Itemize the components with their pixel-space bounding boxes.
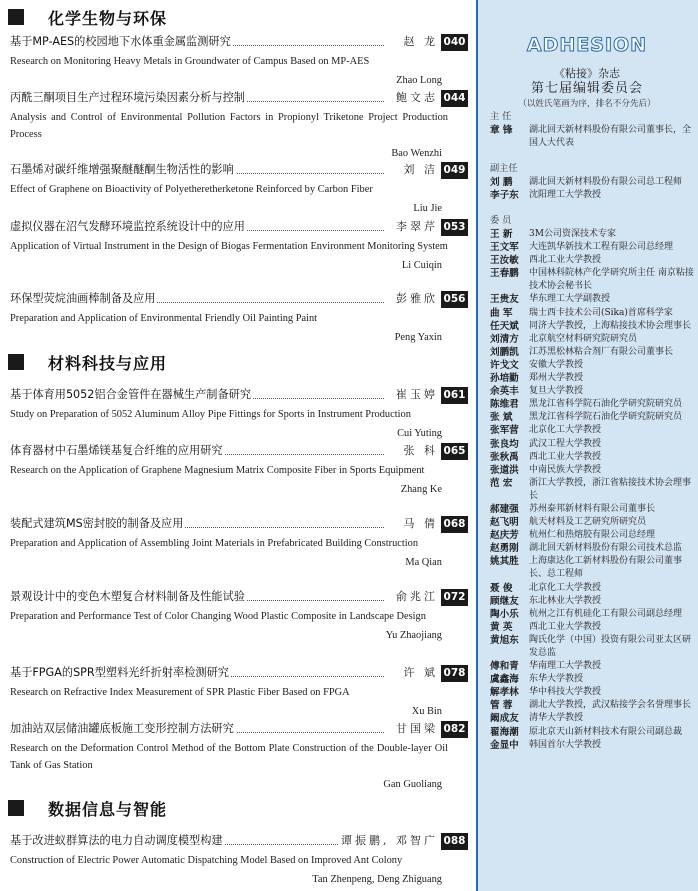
board-member: [490, 176, 694, 189]
member-name: 章 锋: [490, 125, 513, 136]
article-en-title: Preparation and Performance Test of Color Changing Wood Plastic Composite in Landscape Design: [10, 611, 426, 622]
member-name: 孙培勤: [490, 373, 519, 385]
board-member: [490, 293, 694, 306]
board-member: [490, 503, 694, 516]
article-cn-authors: 鲍文志: [393, 90, 438, 106]
article-cn-authors: 马 倩: [401, 516, 439, 532]
editorial-board-panel: [476, 0, 698, 891]
page-number-badge: 088: [441, 833, 468, 850]
member-name: 王春鹏: [490, 268, 519, 280]
member-name: 聂 俊: [490, 582, 513, 594]
member-affiliation: 清华大学教授: [529, 713, 584, 724]
article-cn-authors: 张 科: [401, 443, 439, 459]
member-affiliation: 陶氏化学（中国）投资有限公司亚太区研发总监: [529, 634, 692, 658]
board-member: [490, 739, 694, 752]
member-name: 管 蓉: [490, 700, 513, 712]
article-cn-title: 环保型荧烷油画棒制备及应用: [10, 292, 156, 305]
article-entry[interactable]: [10, 90, 468, 162]
article-entry[interactable]: [10, 291, 468, 346]
member-name: 刘 鹏: [490, 177, 513, 188]
member-affiliation: 黑龙江省科学院石油化学研究院研究员: [529, 412, 683, 423]
member-name: 王贵友: [490, 294, 519, 306]
member-affiliation: 江苏黑松林粘合剂厂有限公司董事长: [529, 346, 674, 357]
article-en-title: Preparation and Application of Environmental Friendly Oil Painting Paint: [10, 313, 318, 324]
journal-logo: ADHESION: [526, 34, 648, 56]
page-number-badge: 065: [441, 443, 468, 460]
member-affiliation: 同济大学教授，上海粘接技术协会理事长: [529, 320, 692, 331]
article-en-authors: Cui Yuting: [397, 428, 442, 439]
article-en-title: Research on the Deformation Control Method of the Bottom Plate Construction of the Double-layer Oil Tank of Gas Station: [10, 743, 448, 771]
section-marker: [8, 354, 24, 370]
member-affiliation: 安徽大学教授: [529, 359, 584, 370]
board-member: [490, 464, 694, 477]
board-member: [490, 189, 694, 202]
member-affiliation: 北京航空材料研究院研究员: [529, 333, 638, 344]
board-role-heading: 主 任: [490, 111, 512, 122]
board-member: [490, 529, 694, 542]
page-number-badge: 061: [441, 387, 468, 404]
article-en-title: Application of Virtual Instrument in the Design of Biogas Fermentation Environment Monitoring System: [10, 241, 448, 252]
article-entry[interactable]: [10, 162, 468, 217]
board-member: [490, 398, 694, 411]
article-cn-row: [10, 34, 468, 50]
article-entry[interactable]: [10, 589, 468, 644]
board-member: [490, 542, 694, 555]
member-affiliation: 中国林科院林产化学研究所主任 南京粘接技术协会秘书长: [529, 268, 694, 292]
article-cn-row: [10, 516, 468, 532]
board-member: [490, 411, 694, 424]
member-name: 范 宏: [490, 477, 513, 489]
article-entry[interactable]: [10, 443, 468, 498]
article-cn-row: [10, 162, 468, 178]
board-member: [490, 124, 694, 150]
article-en-title: Analysis and Control of Environmental Pollution Factors in Propionyl Triketone Project Production Process: [10, 112, 448, 140]
page-number-badge: 072: [441, 589, 468, 606]
member-affiliation: 苏州泰邦新材料有限公司董事长: [529, 503, 656, 514]
board-member: [490, 451, 694, 464]
member-name: 许戈文: [490, 359, 519, 371]
article-cn-title: 基于改进蚁群算法的电力自动调度模型构建: [10, 834, 223, 847]
article-cn-row: [10, 665, 468, 681]
member-name: 王汝敏: [490, 255, 519, 267]
board-group: [490, 162, 694, 202]
ordering-note: （以姓氏笔画为序，排名不分先后）: [518, 99, 656, 109]
board-member: [490, 477, 694, 503]
member-name: 赵庆芳: [490, 530, 519, 542]
article-cn-title: 基于体育用5052铝合金管件在器械生产制备研究: [10, 388, 252, 401]
article-entry[interactable]: [10, 387, 468, 442]
article-cn-title: 丙酰三酮项目生产过程环境污染因素分析与控制: [10, 91, 245, 104]
section-heading: [8, 351, 468, 373]
board-member: [490, 320, 694, 333]
member-affiliation: 杭州之江有机硅化工有限公司副总经理: [529, 608, 683, 619]
board-member: [490, 634, 694, 660]
article-cn-row: [10, 443, 468, 459]
committee-title: 第七届编辑委员会: [530, 81, 643, 96]
board-role-heading: 委 员: [490, 215, 512, 226]
member-name: 陶小乐: [490, 608, 519, 620]
article-en-title: Construction of Electric Power Automatic Dispatching Model Based on Improved Ant Colony: [10, 855, 403, 866]
article-cn-authors: 谭振鹏, 邓智广: [338, 833, 438, 849]
member-affiliation: 北京化工大学教授: [529, 425, 602, 436]
section-title: 数据信息与智能: [48, 800, 168, 819]
article-entry[interactable]: [10, 665, 468, 720]
board-member: [490, 385, 694, 398]
member-affiliation: 华南理工大学教授: [529, 661, 602, 672]
article-en-authors: Yu Zhaojiang: [385, 630, 442, 641]
member-affiliation: 东北林业大学教授: [529, 595, 602, 606]
article-cn-title: 体育器材中石墨烯镁基复合纤维的应用研究: [10, 444, 223, 457]
article-en-title: Effect of Graphene on Bioactivity of Polyetheretherketone Reinforced by Carbon Fiber: [10, 184, 373, 195]
member-affiliation: 复旦大学教授: [529, 386, 584, 397]
member-affiliation: 航天材料及工艺研究所研究员: [529, 517, 647, 528]
board-member: [490, 699, 694, 712]
article-en-authors: Peng Yaxin: [394, 332, 442, 343]
member-affiliation: 华东理工大学副教授: [529, 294, 611, 305]
member-affiliation: 武汉工程大学教授: [529, 438, 602, 449]
page-number-badge: 044: [441, 90, 468, 107]
member-name: 张秋禹: [490, 451, 519, 463]
member-affiliation: 3M公司资深技术专家: [529, 229, 616, 239]
board-member: [490, 660, 694, 673]
member-affiliation: 原北京天山新材料技术有限公司副总裁: [529, 726, 683, 737]
article-cn-authors: 许 斌: [401, 665, 439, 681]
board-member: [490, 686, 694, 699]
board-member: [490, 555, 694, 581]
article-en-title: Study on Preparation of 5052 Aluminum Alloy Pipe Fittings for Sports in Instrument Production: [10, 409, 411, 420]
article-en-title: Research on Monitoring Heavy Metals in Groundwater of Campus Based on MP-AES: [10, 56, 370, 67]
member-affiliation: 湖北回天新材料股份有限公司技术总监: [529, 543, 683, 554]
page-number-badge: 040: [441, 34, 468, 51]
member-affiliation: 北京化工大学教授: [529, 582, 602, 593]
member-name: 刘鹏凯: [490, 346, 519, 358]
board-member: [490, 333, 694, 346]
board-member: [490, 608, 694, 621]
section-heading: [8, 6, 468, 28]
article-en-title: Preparation and Application of Assembling Joint Materials in Prefabricated Building Construction: [10, 538, 419, 549]
article-entry[interactable]: [10, 219, 468, 274]
member-name: 陈维君: [490, 399, 519, 411]
article-cn-authors: 俞兆江: [393, 589, 438, 605]
member-name: 金显中: [490, 739, 519, 751]
article-cn-title: 加油站双层储油罐底板施工变形控制方法研究: [10, 722, 234, 735]
article-cn-title: 景观设计中的变色木塑复合材料制备及性能试验: [10, 590, 245, 603]
member-affiliation: 西北工业大学教授: [529, 451, 602, 462]
board-member: [490, 712, 694, 725]
panel-divider: [476, 0, 478, 891]
board-member: [490, 307, 694, 320]
member-name: 张道洪: [490, 464, 519, 476]
section-marker: [8, 9, 24, 25]
member-name: 郝建强: [490, 503, 519, 515]
member-name: 赵飞明: [490, 517, 519, 529]
article-cn-authors: 甘国梁: [393, 721, 438, 737]
article-cn-row: [10, 90, 468, 106]
article-en-title: Research on Refractive Index Measurement of SPR Plastic Fiber Based on FPGA: [10, 687, 350, 698]
member-affiliation: 湖北大学教授，武汉粘接学会名誉理事长: [529, 700, 692, 711]
member-affiliation: 黑龙江省科学院石油化学研究院研究员: [529, 399, 683, 410]
article-en-authors: Xu Bin: [411, 706, 442, 717]
member-name: 刘清方: [490, 333, 519, 345]
member-name: 李子东: [490, 190, 519, 202]
article-cn-row: [10, 833, 468, 849]
article-cn-title: 基于FPGA的SPR型塑料光纤折射率检测研究: [10, 666, 229, 679]
board-member: [490, 595, 694, 608]
member-affiliation: 大连凯华新技术工程有限公司总经理: [529, 242, 674, 253]
board-member: [490, 438, 694, 451]
member-affiliation: 瑞士西卡技术公司(Sika)首席科学家: [529, 307, 673, 318]
article-cn-authors: 李翠芹: [393, 219, 438, 235]
article-cn-row: [10, 387, 468, 403]
board-member: [490, 673, 694, 686]
section-title: 材料科技与应用: [48, 354, 168, 373]
section-heading: [8, 797, 468, 819]
journal-name: 《粘接》杂志: [554, 67, 620, 80]
member-affiliation: 湖北回天新材料股份有限公司总工程师: [529, 177, 683, 187]
article-en-authors: Li Cuiqin: [401, 260, 442, 271]
member-affiliation: 中南民族大学教授: [529, 464, 602, 475]
article-cn-title: 基于MP-AES的校园地下水体重金属监测研究: [10, 35, 231, 48]
article-cn-authors: 崔玉婷: [393, 387, 438, 403]
board-group: [490, 110, 694, 150]
article-entry[interactable]: [10, 516, 468, 571]
member-name: 顾继友: [490, 595, 519, 607]
member-affiliation: 浙江大学教授，浙江省粘接技术协会理事长: [529, 477, 692, 501]
member-name: 张良均: [490, 438, 519, 450]
member-affiliation: 东华大学教授: [529, 674, 584, 685]
article-entry[interactable]: [10, 721, 468, 793]
article-cn-row: [10, 721, 468, 737]
article-en-authors: Ma Qian: [405, 557, 442, 568]
board-member: [490, 254, 694, 267]
member-name: 黄旭东: [490, 634, 519, 646]
page-number-badge: 068: [441, 516, 468, 533]
member-name: 王文军: [490, 242, 519, 254]
member-name: 赵勇刚: [490, 543, 519, 555]
member-name: 阚成友: [490, 713, 519, 725]
article-cn-row: [10, 291, 468, 307]
page-number-badge: 082: [441, 721, 468, 738]
board-member: [490, 516, 694, 529]
board-role-heading: 副主任: [490, 163, 518, 174]
board-member: [490, 621, 694, 634]
member-name: 张军营: [490, 425, 519, 437]
article-cn-title: 虚拟仪器在沼气发酵环境监控系统设计中的应用: [10, 220, 245, 233]
member-name: 张 斌: [490, 412, 513, 424]
article-en-authors: Zhang Ke: [400, 484, 442, 495]
page-number-badge: 053: [441, 219, 468, 236]
page-number-badge: 056: [441, 291, 468, 308]
article-en-authors: Zhao Long: [396, 75, 442, 86]
article-en-authors: Liu Jie: [413, 203, 442, 214]
article-en-authors: Tan Zhenpeng, Deng Zhiguang: [312, 874, 442, 885]
board-member: [490, 372, 694, 385]
article-en-title: Research on the Application of Graphene Magnesium Matrix Composite Fiber in Sports Equipment: [10, 465, 425, 476]
section-marker: [8, 800, 24, 816]
member-name: 黄 英: [490, 621, 513, 633]
board-group: [490, 214, 694, 752]
member-name: 解孝林: [490, 687, 519, 699]
section-title: 化学生物与环保: [48, 9, 168, 28]
article-cn-row: [10, 589, 468, 605]
member-name: 姚其胜: [490, 556, 519, 568]
member-name: 余英丰: [490, 386, 519, 398]
member-name: 任天斌: [490, 320, 519, 332]
member-affiliation: 华中科技大学教授: [529, 687, 602, 698]
article-entry[interactable]: [10, 833, 468, 888]
member-affiliation: 杭州仁和热熔胶有限公司总经理: [529, 530, 656, 541]
board-member: [490, 424, 694, 437]
board-member: [490, 267, 694, 293]
board-member: [490, 359, 694, 372]
article-entry[interactable]: [10, 34, 468, 89]
article-cn-row: [10, 219, 468, 235]
article-cn-authors: 刘 洁: [401, 162, 439, 178]
member-name: 傅和青: [490, 661, 519, 673]
member-name: 翟海潮: [490, 726, 519, 738]
article-en-authors: Gan Guoliang: [383, 779, 442, 790]
member-affiliation: 郑州大学教授: [529, 373, 584, 384]
board-member: [490, 726, 694, 739]
member-affiliation: 西北工业大学教授: [529, 621, 602, 632]
member-affiliation: 湖北回天新材料股份有限公司董事长，全国人大代表: [529, 125, 692, 149]
member-affiliation: 沈阳理工大学教授: [529, 190, 602, 201]
member-affiliation: 西北工业大学教授: [529, 255, 602, 266]
member-name: 虞鑫海: [490, 674, 519, 686]
board-member: [490, 228, 694, 241]
article-cn-authors: 彭雅欣: [393, 291, 438, 307]
article-en-authors: Bao Wenzhi: [391, 148, 442, 159]
board-member: [490, 582, 694, 595]
member-affiliation: 韩国首尔大学教授: [529, 739, 602, 750]
page-number-badge: 078: [441, 665, 468, 682]
page-number-badge: 049: [441, 162, 468, 179]
board-member: [490, 241, 694, 254]
member-name: 曲 军: [490, 307, 513, 319]
article-cn-authors: 赵 龙: [401, 34, 439, 50]
article-cn-title: 石墨烯对碳纤维增强聚醚醚酮生物活性的影响: [10, 163, 234, 176]
article-cn-title: 装配式建筑MS密封胶的制备及应用: [10, 517, 184, 530]
member-affiliation: 上海康达化工新材料股份有限公司董事长、总工程师: [529, 556, 683, 580]
member-name: 王 新: [490, 229, 513, 240]
board-member: [490, 346, 694, 359]
